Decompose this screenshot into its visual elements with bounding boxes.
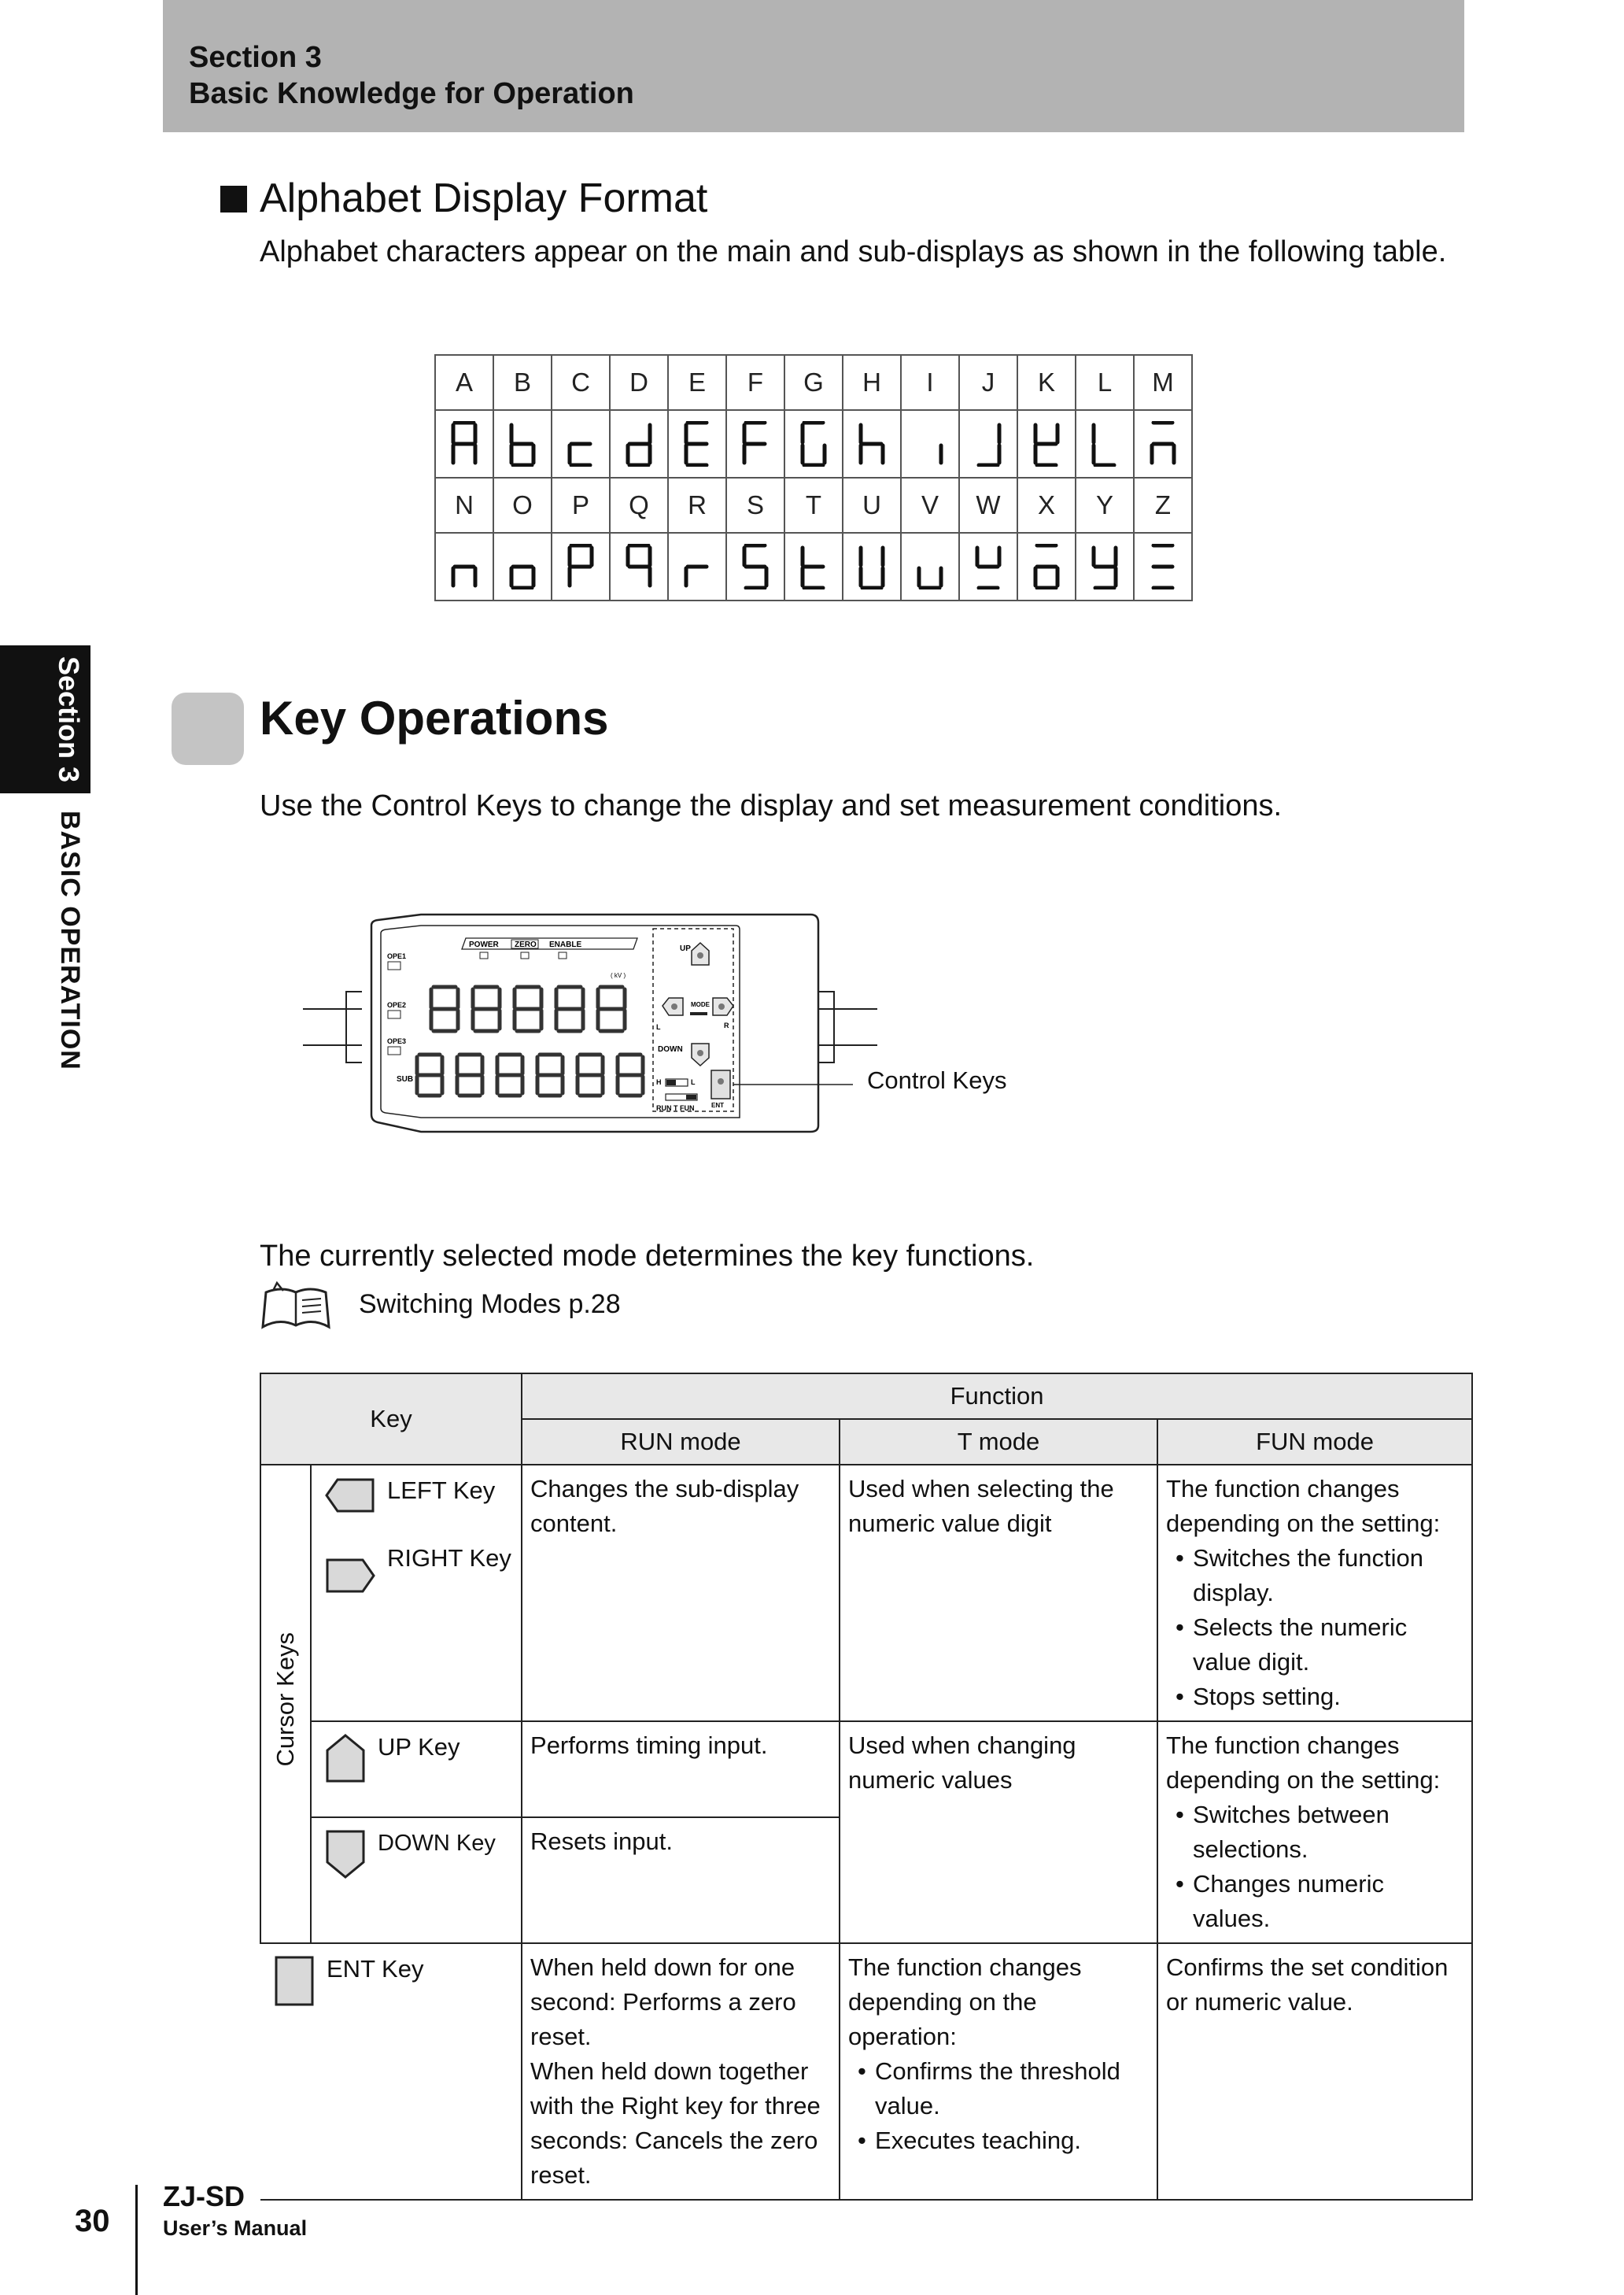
seven-segment-glyph [916, 421, 944, 467]
down-key-icon [324, 1829, 367, 1879]
device-sub-label: SUB [397, 1075, 414, 1084]
alphabet-display-cell [1076, 533, 1134, 601]
up-key-icon [324, 1733, 367, 1783]
alphabet-letter: A [435, 355, 493, 410]
alphabet-letter: T [784, 478, 843, 533]
ent-key-icon [273, 1955, 316, 2007]
footer-divider [135, 2185, 138, 2295]
device-enable-label: ENABLE [549, 941, 582, 949]
ent-t-intro: The function changes depending on the operation: [848, 1953, 1082, 2050]
t-mode-header: T mode [840, 1419, 1157, 1465]
alphabet-display-cell [843, 410, 901, 478]
alphabet-display-cell [901, 410, 959, 478]
alphabet-letter: W [959, 478, 1017, 533]
up-down-fun-mode [1157, 1721, 1472, 1943]
key-function-table [260, 1373, 1473, 2201]
seven-segment-glyph [567, 421, 595, 467]
key-column-header: Key [260, 1373, 522, 1465]
right-key-label: RIGHT Key [387, 1544, 511, 1572]
run-mode-header: RUN mode [522, 1419, 840, 1465]
seven-segment-glyph [974, 544, 1002, 589]
alphabet-letter: E [668, 355, 726, 410]
alphabet-display-cell [784, 533, 843, 601]
alphabet-display-cell [1017, 410, 1076, 478]
ent-run-hold-with-right: When held down together with the Right key for three seconds: Cancels the zero reset. [530, 2057, 821, 2189]
seven-segment-glyph [741, 421, 770, 467]
seven-segment-glyph [799, 544, 828, 589]
alphabet-table [434, 354, 1193, 601]
section-header-title: Basic Knowledge for Operation [189, 77, 634, 110]
left-right-t-mode: Used when selecting the numeric value digit [840, 1465, 1157, 1721]
alphabet-heading: Alphabet Display Format [260, 176, 708, 221]
seven-segment-glyph [683, 544, 711, 589]
seven-segment-glyph [916, 544, 944, 589]
alphabet-letter: J [959, 355, 1017, 410]
alphabet-letter: B [493, 355, 552, 410]
alphabet-letter: R [668, 478, 726, 533]
up-key-cell [311, 1721, 522, 1817]
alphabet-letter: F [726, 355, 784, 410]
list-item: • Confirms the threshold value. [848, 2054, 1149, 2123]
seven-segment-glyph [508, 421, 537, 467]
right-key-icon [324, 1555, 376, 1596]
alphabet-display-cell [435, 533, 493, 601]
device-unit-label: ( kV ) [611, 972, 626, 979]
list-item: • Switches between selections. [1166, 1798, 1463, 1867]
down-key-cell [311, 1817, 522, 1943]
seven-segment-glyph [741, 544, 770, 589]
left-right-run-mode: Changes the sub-display content. [522, 1465, 840, 1721]
alphabet-letter: M [1134, 355, 1192, 410]
seven-segment-glyph [1091, 421, 1119, 467]
key-operations-intro: Use the Control Keys to change the display and set measurement conditions. [260, 789, 1283, 822]
alphabet-intro: Alphabet characters appear on the main and sub-displays as shown in the following table. [260, 235, 1447, 268]
list-item: • Stops setting. [1166, 1680, 1463, 1714]
seven-segment-glyph [625, 421, 653, 467]
seven-segment-glyph [1091, 544, 1119, 589]
seven-segment-glyph [450, 544, 478, 589]
list-item: • Switches the function display. [1166, 1541, 1463, 1610]
alphabet-display-cell [784, 410, 843, 478]
switching-modes-reference-link[interactable]: Switching Modes p.28 [359, 1289, 621, 1319]
seven-segment-glyph [450, 421, 478, 467]
side-tab-chapter: BASIC OPERATION [55, 811, 85, 1070]
right-key-row [324, 1541, 518, 1596]
alphabet-letter: S [726, 478, 784, 533]
left-key-icon [324, 1476, 376, 1514]
reference-book-icon [260, 1281, 332, 1330]
left-right-fun-intro: The function changes depending on the setting: [1166, 1475, 1441, 1537]
device-mode-label: MODE [691, 1001, 710, 1008]
seven-segment-glyph [974, 421, 1002, 467]
ent-key-label: ENT Key [327, 1955, 424, 1983]
seven-segment-glyph [683, 421, 711, 467]
alphabet-display-cell [726, 410, 784, 478]
device-ope1-label: OPE1 [387, 952, 407, 960]
device-right-label: R [724, 1022, 729, 1029]
left-key-row [324, 1473, 518, 1514]
alphabet-display-cell [959, 533, 1017, 601]
alphabet-letter: P [552, 478, 610, 533]
ent-fun-mode: Confirms the set condition or numeric value. [1157, 1943, 1472, 2200]
up-key-label: UP Key [378, 1733, 460, 1761]
seven-segment-glyph [799, 421, 828, 467]
controller-front-panel-illustration [299, 905, 881, 1133]
device-zero-label: ZERO [515, 941, 537, 949]
alphabet-letter: I [901, 355, 959, 410]
alphabet-letter: X [1017, 478, 1076, 533]
alphabet-letter: G [784, 355, 843, 410]
side-tab-section: Section 3 [53, 656, 85, 783]
page-number: 30 [75, 2204, 110, 2238]
seven-segment-glyph [1032, 544, 1061, 589]
alphabet-display-cell [959, 410, 1017, 478]
alphabet-letter: K [1017, 355, 1076, 410]
alphabet-letter: Z [1134, 478, 1192, 533]
left-right-fun-mode [1157, 1465, 1472, 1721]
heading-grey-box [172, 693, 244, 765]
section-header-number: Section 3 [189, 41, 322, 74]
device-ope3-label: OPE3 [387, 1037, 407, 1045]
alphabet-letter: U [843, 478, 901, 533]
alphabet-display-cell [668, 410, 726, 478]
alphabet-display-cell [901, 533, 959, 601]
device-ent-label: ENT [711, 1102, 724, 1109]
alphabet-display-cell [1017, 533, 1076, 601]
device-l-label: L [691, 1078, 696, 1086]
key-operations-heading: Key Operations [260, 692, 609, 745]
mode-note: The currently selected mode determines the key functions. [260, 1240, 1035, 1273]
seven-segment-glyph [858, 421, 886, 467]
device-ope2-label: OPE2 [387, 1001, 407, 1009]
footer-model: ZJ-SD [163, 2180, 245, 2212]
alphabet-display-cell [552, 533, 610, 601]
alphabet-display-cell [1134, 410, 1192, 478]
alphabet-letter: H [843, 355, 901, 410]
seven-segment-glyph [567, 544, 595, 589]
seven-segment-glyph [1032, 421, 1061, 467]
seven-segment-glyph [508, 544, 537, 589]
alphabet-letter: Q [610, 478, 668, 533]
alphabet-letter: O [493, 478, 552, 533]
up-run-mode: Performs timing input. [522, 1721, 840, 1817]
alphabet-letter: V [901, 478, 959, 533]
footer-manual: User’s Manual [163, 2216, 308, 2240]
device-down-label: DOWN [658, 1045, 683, 1054]
ent-run-mode [522, 1943, 840, 2200]
section-header-band [163, 0, 1464, 132]
down-run-mode: Resets input. [522, 1817, 840, 1943]
alphabet-letter: Y [1076, 478, 1134, 533]
alphabet-letter: D [610, 355, 668, 410]
ent-run-hold-one-second: When held down for one second: Performs a zero reset. [530, 1953, 796, 2050]
list-item: • Changes numeric values. [1166, 1867, 1463, 1936]
left-right-key-cell [311, 1465, 522, 1721]
alphabet-display-cell [843, 533, 901, 601]
list-item: • Selects the numeric value digit. [1166, 1610, 1463, 1680]
ent-t-mode [840, 1943, 1157, 2200]
device-h-label: H [656, 1078, 662, 1086]
down-key-label: DOWN Key [378, 1830, 496, 1856]
alphabet-display-cell [610, 410, 668, 478]
alphabet-display-cell [668, 533, 726, 601]
alphabet-letter: L [1076, 355, 1134, 410]
up-down-t-mode: Used when changing numeric values [840, 1721, 1157, 1943]
alphabet-display-cell [552, 410, 610, 478]
list-item: • Executes teaching. [848, 2123, 1149, 2158]
device-left-label: L [656, 1023, 661, 1031]
alphabet-letter: C [552, 355, 610, 410]
alphabet-display-cell [493, 533, 552, 601]
cursor-keys-label: Cursor Keys [271, 1632, 299, 1767]
fun-mode-header: FUN mode [1157, 1419, 1472, 1465]
control-keys-callout: Control Keys [867, 1066, 1007, 1094]
alphabet-display-cell [726, 533, 784, 601]
seven-segment-glyph [1149, 421, 1177, 467]
cursor-keys-group [260, 1465, 311, 1943]
seven-segment-glyph [858, 544, 886, 589]
alphabet-display-cell [1076, 410, 1134, 478]
left-key-label: LEFT Key [387, 1476, 496, 1504]
device-power-label: POWER [469, 941, 499, 949]
device-run-t-fun-label: RUN T FUN [656, 1104, 695, 1112]
heading-bullet-square [220, 186, 247, 213]
seven-segment-glyph [625, 544, 653, 589]
ent-key-cell [260, 1943, 522, 2200]
seven-segment-glyph [1149, 544, 1177, 589]
alphabet-display-cell [610, 533, 668, 601]
alphabet-letter: N [435, 478, 493, 533]
function-column-header: Function [522, 1373, 1472, 1419]
device-up-label: UP [680, 944, 691, 953]
alphabet-display-cell [1134, 533, 1192, 601]
alphabet-display-cell [493, 410, 552, 478]
up-down-fun-intro: The function changes depending on the setting: [1166, 1731, 1441, 1794]
alphabet-display-cell [435, 410, 493, 478]
